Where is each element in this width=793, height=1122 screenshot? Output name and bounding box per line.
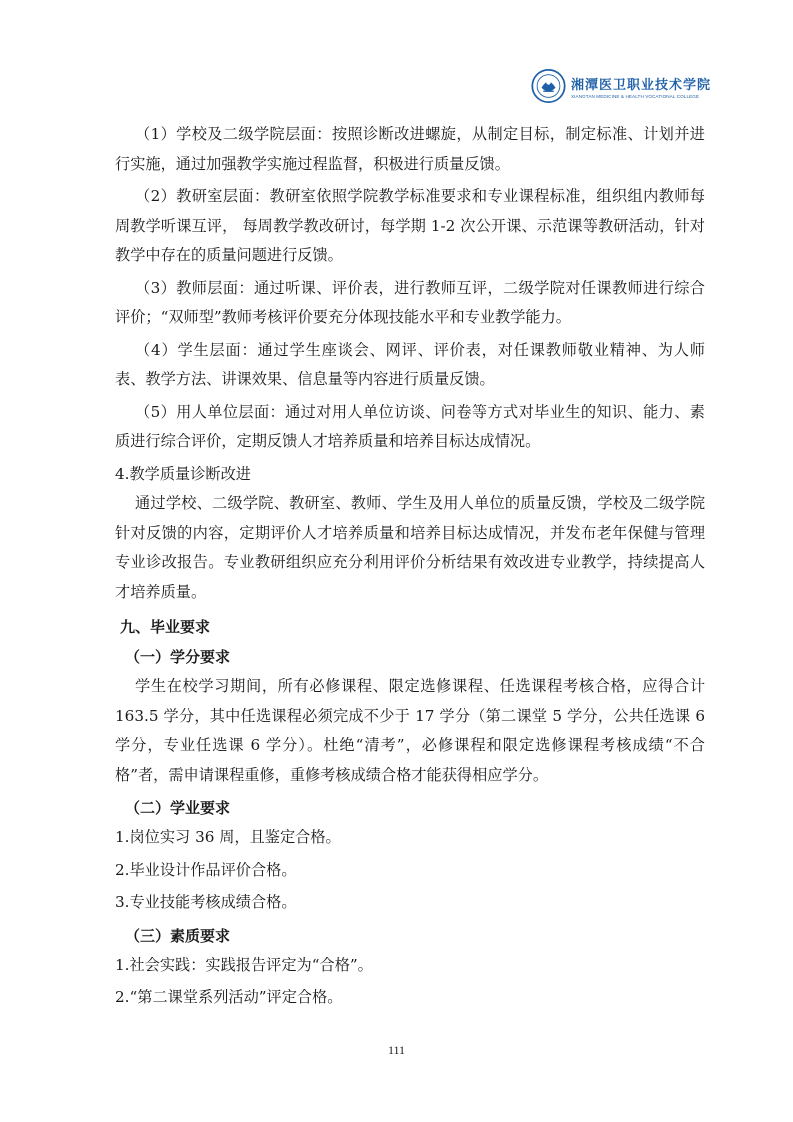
paragraph-teaching-office-level: （2）教研室层面：教研室依照学院教学标准要求和专业课程标准，组织组内教师每周教学听课互评， 每周教学教改研讨，每学期 1-2 次公开课、示范课等教研活动，针对教学中存在的质量问题进行反馈。: [115, 187, 705, 264]
paragraph-employer-level: （5）用人单位层面：通过对用人单位访谈、问卷等方式对毕业生的知识、能力、素质进行综合评价，定期反馈人才培养质量和培养目标达成情况。: [115, 402, 705, 450]
list-item: 3.专业技能考核成绩合格。: [115, 893, 297, 911]
paragraph-teacher-level: （3）教师层面：通过听课、评价表，进行教师互评，二级学院对任课教师进行综合评价；“双师型”教师考核评价要充分体现技能水平和专业教学能力。: [115, 278, 705, 326]
page-number: 111: [387, 1043, 406, 1057]
list-item: 2.毕业设计作品评价合格。: [115, 860, 297, 879]
list-item: 2.“第二课堂系列活动”评定合格。: [115, 988, 343, 1006]
paragraph-credit: 学生在校学习期间，所有必修课程、限定选修课程、任选课程考核合格，应得合计163.5 学分，其中任选课程必须完成不少于 17 学分（第二课堂 5 学分，公共任选课 6 学分，专业任选课 6 学分）。杜绝“清考”，必修课程和限定选修课程考核成绩“不合格”者，需申请课程重修，重修考核成绩合格才能获得相应学分。: [115, 677, 705, 784]
section-heading-graduation: 九、毕业要求: [120, 618, 211, 636]
college-seal-icon: [531, 67, 566, 105]
list-item: 1.岗位实习 36 周，且鉴定合格。: [115, 828, 341, 846]
subheading-quality: （三）素质要求: [125, 926, 231, 945]
heading-quality-diagnosis: 4.教学质量诊断改进: [115, 464, 251, 483]
paragraph-school-level: （1）学校及二级学院层面：按照诊断改进螺旋，从制定目标，制定标准、计划并进行实施，通过加强教学实施过程监督，积极进行质量反馈。: [115, 125, 705, 173]
paragraph-quality-diagnosis: 通过学校、二级学院、教研室、教师、学生及用人单位的质量反馈，学校及二级学院针对反馈的内容，定期评价人才培养质量和培养目标达成情况，并发布老年保健与管理专业诊改报告。专业教研组织应充分利用评价分析结果有效改进专业教学，持续提高人才培养质量。: [115, 494, 705, 601]
subheading-credit: （一）学分要求: [125, 648, 231, 666]
college-name-en: XIANGTAN MEDICINE & HEALTH VOCATIONAL COLLEGE: [570, 93, 700, 99]
college-name-cn: 湘潭医卫职业技术学院: [570, 77, 711, 93]
paragraph-student-level: （4）学生层面：通过学生座谈会、网评、评价表，对任课教师敬业精神、为人师表、教学方法、讲课效果、信息量等内容进行质量反馈。: [115, 340, 705, 388]
college-logo: [531, 66, 711, 106]
subheading-academic: （二）学业要求: [125, 799, 231, 817]
document-body: [115, 120, 705, 1013]
college-name: [571, 74, 711, 99]
list-item: 1.社会实践：实践报告评定为“合格”。: [115, 955, 373, 974]
